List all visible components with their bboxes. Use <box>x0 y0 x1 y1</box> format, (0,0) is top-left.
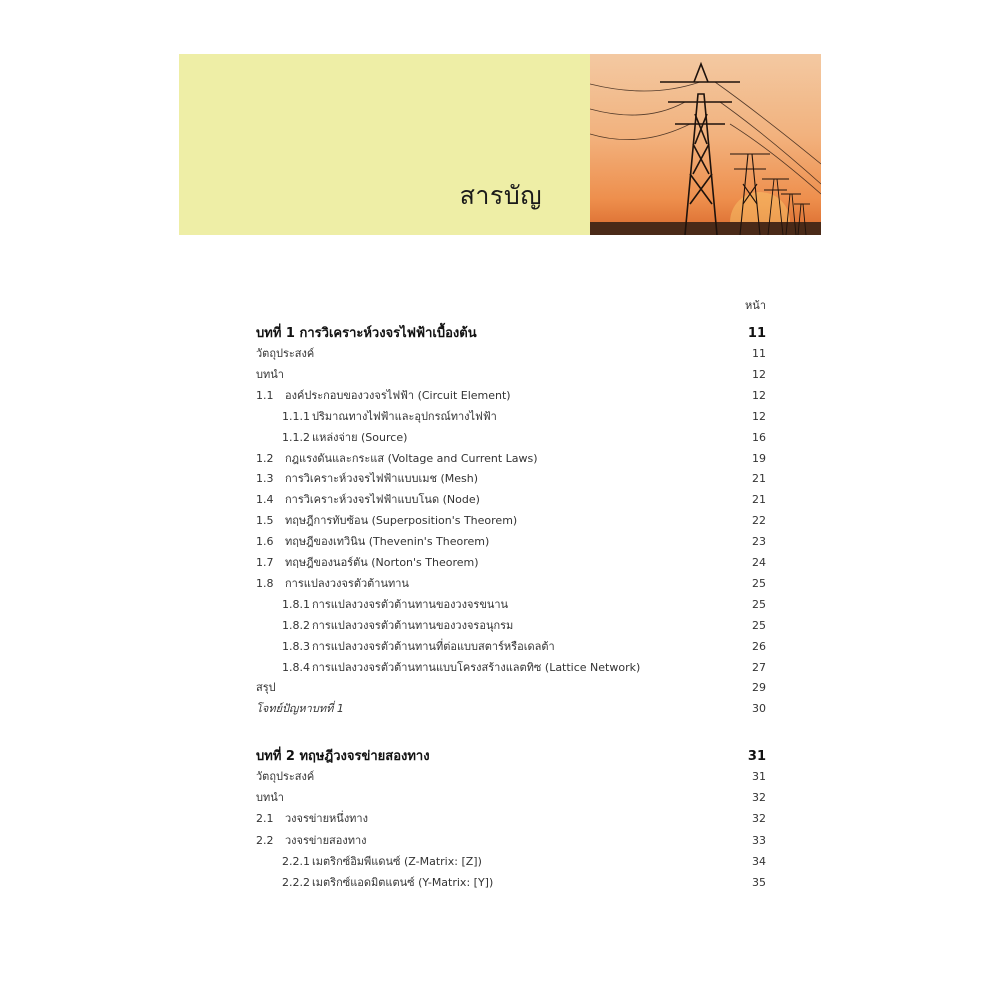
toc-entry-text: เมตริกซ์อิมพีแดนซ์ (Z-Matrix: [Z]) <box>312 854 482 868</box>
toc-page-number: 21 <box>752 472 766 486</box>
toc-entry-label <box>282 428 742 446</box>
section-number: 1.1 <box>256 388 274 402</box>
toc-entry-text: สรุป <box>256 681 276 695</box>
section-number: 1.1.1 <box>282 409 310 423</box>
toc-entry-text: ปริมาณทางไฟฟ้าและอุปกรณ์ทางไฟฟ้า <box>312 409 497 423</box>
section-number: 2.2.2 <box>282 876 310 889</box>
toc-entry-text: บทนำ <box>256 367 284 381</box>
toc-entry[interactable] <box>256 699 766 717</box>
toc-entry[interactable] <box>256 658 766 676</box>
toc-chapter-heading[interactable] <box>256 745 766 763</box>
page-column-header: หน้า <box>745 299 766 312</box>
toc-entry-label <box>282 637 742 655</box>
chapter-title: บทที่ 2 ทฤษฎีวงจรข่ายสองทาง <box>256 749 430 764</box>
section-number: 1.6 <box>256 535 274 549</box>
toc-entry[interactable] <box>256 873 766 891</box>
toc-page-number: 23 <box>752 535 766 549</box>
chapter-title: บทที่ 1 การวิเคราะห์วงจรไฟฟ้าเบื้องต้น <box>256 326 477 341</box>
power-transmission-towers-icon <box>590 54 821 235</box>
toc-entry-text: เมตริกซ์แอดมิตแตนซ์ (Y-Matrix: [Y]) <box>312 876 494 889</box>
toc-entry[interactable] <box>256 595 766 613</box>
section-number: 2.2 <box>256 833 274 847</box>
chapter-page-number: 11 <box>747 326 766 341</box>
toc-page-number: 19 <box>752 451 766 465</box>
toc-entry-label <box>256 344 742 362</box>
toc-entry-text: ทฤษฎีการทับซ้อน (Superposition's Theorem) <box>285 514 518 528</box>
toc-entry-text: วัตถุประสงค์ <box>256 770 315 783</box>
toc-entry[interactable] <box>256 809 766 827</box>
toc-entry-label <box>256 809 742 827</box>
toc-entry-label <box>282 658 742 676</box>
toc-entry-text: บทนำ <box>256 791 284 805</box>
toc-entry-label <box>282 873 742 891</box>
toc-entry[interactable] <box>256 852 766 870</box>
toc-page-number: 33 <box>752 833 766 847</box>
toc-entry[interactable] <box>256 344 766 362</box>
toc-entry-label <box>256 532 742 550</box>
toc-entry[interactable] <box>256 386 766 404</box>
toc-entry-text: การแปลงวงจรตัวต้านทานของวงจรขนาน <box>312 597 509 611</box>
toc-page-number: 24 <box>752 556 766 569</box>
toc-entry[interactable] <box>256 637 766 655</box>
toc-entry[interactable] <box>256 469 766 487</box>
toc-page-number: 30 <box>752 702 766 716</box>
chapter-page-number: 31 <box>747 749 766 764</box>
section-number: 1.2 <box>256 451 274 465</box>
toc-page-number: 16 <box>752 430 766 444</box>
toc-entry-text: การแปลงวงจรตัวต้านทาน <box>285 576 409 590</box>
toc-entry[interactable] <box>256 831 766 849</box>
toc-entry-label <box>282 616 742 634</box>
toc-entry[interactable] <box>256 365 766 383</box>
toc-page-number: 12 <box>752 409 766 423</box>
toc-entry-label <box>256 574 742 592</box>
toc-entry-label <box>256 678 742 696</box>
toc-entry[interactable] <box>256 532 766 550</box>
section-number: 1.7 <box>256 556 274 569</box>
toc-entry-label <box>256 699 742 717</box>
toc-entry-text: การวิเคราะห์วงจรไฟฟ้าแบบเมช (Mesh) <box>285 472 479 486</box>
toc-entry[interactable] <box>256 767 766 785</box>
toc-entry[interactable] <box>256 616 766 634</box>
toc-entry[interactable] <box>256 449 766 467</box>
section-number: 2.2.1 <box>282 854 310 868</box>
toc-entry-text: แหล่งจ่าย (Source) <box>312 430 408 444</box>
toc-entry-label <box>256 469 742 487</box>
toc-page-number: 25 <box>752 618 766 632</box>
toc-entry-text: ทฤษฎีของนอร์ตัน (Norton's Theorem) <box>285 556 479 569</box>
section-number: 1.4 <box>256 493 274 507</box>
section-number: 1.1.2 <box>282 430 310 444</box>
toc-entry-text: วัตถุประสงค์ <box>256 347 315 360</box>
toc-entry-label <box>256 490 742 508</box>
toc-page-number: 32 <box>752 791 766 805</box>
toc-entry-label <box>256 511 742 529</box>
toc-entry-text: วงจรข่ายสองทาง <box>285 833 367 847</box>
toc-entry[interactable] <box>256 511 766 529</box>
toc-entry-label <box>282 595 742 613</box>
toc-entry-label <box>256 831 742 849</box>
section-number: 1.8.1 <box>282 597 310 611</box>
toc-entry[interactable] <box>256 407 766 425</box>
toc-page-number: 25 <box>752 576 766 590</box>
toc-entry-text: กฎแรงดันและกระแส (Voltage and Current Laws) <box>285 451 538 465</box>
chapter-banner <box>179 54 821 235</box>
section-number: 1.8.4 <box>282 660 310 674</box>
toc-entry-text: การวิเคราะห์วงจรไฟฟ้าแบบโนด (Node) <box>285 493 480 507</box>
toc-entry-label <box>282 407 742 425</box>
toc-entry[interactable] <box>256 574 766 592</box>
section-number: 2.1 <box>256 812 274 826</box>
toc-entry-text: ทฤษฎีของเทวินิน (Thevenin's Theorem) <box>285 535 490 549</box>
toc-page-number: 32 <box>752 812 766 826</box>
toc-entry-label <box>256 767 742 785</box>
toc-entry-text: โจทย์ปัญหาบทที่ 1 <box>256 702 344 716</box>
toc-page-number: 12 <box>752 388 766 402</box>
toc-entry-label <box>256 449 742 467</box>
toc-entry-text: การแปลงวงจรตัวต้านทานของวงจรอนุกรม <box>312 618 514 632</box>
toc-entry[interactable] <box>256 678 766 696</box>
section-number: 1.5 <box>256 514 274 528</box>
toc-page-number: 25 <box>752 597 766 611</box>
toc-entry-text: การแปลงวงจรตัวต้านทานแบบโครงสร้างแลตทิซ (Lattice Network) <box>312 660 641 674</box>
toc-page-number: 21 <box>752 493 766 507</box>
toc-page-number: 12 <box>752 367 766 381</box>
toc-page-number: 29 <box>752 681 766 695</box>
toc-entry-label <box>256 788 742 806</box>
section-number: 1.8.3 <box>282 639 310 653</box>
toc-entry-label <box>282 852 742 870</box>
toc-page-number: 35 <box>752 876 766 889</box>
power-towers-photo <box>590 54 821 235</box>
toc-entry[interactable] <box>256 553 766 571</box>
section-number: 1.8.2 <box>282 618 310 632</box>
toc-entry-label <box>256 553 742 571</box>
toc-entry[interactable] <box>256 788 766 806</box>
toc-entry[interactable] <box>256 428 766 446</box>
page-title: สารบัญ <box>459 181 542 210</box>
toc-page-number: 26 <box>752 639 766 653</box>
toc-page-number: 22 <box>752 514 766 528</box>
toc-entry-text: การแปลงวงจรตัวต้านทานที่ต่อแบบสตาร์หรือเดลต้า <box>312 639 555 653</box>
toc-page-number: 34 <box>752 854 766 868</box>
toc-page-number: 11 <box>752 347 766 360</box>
toc-entry-label <box>256 386 742 404</box>
toc-entry-text: วงจรข่ายหนึ่งทาง <box>285 812 368 826</box>
section-number: 1.8 <box>256 576 274 590</box>
toc-page-number: 31 <box>752 770 766 783</box>
banner-title-panel <box>179 54 590 235</box>
toc-entry[interactable] <box>256 490 766 508</box>
section-number: 1.3 <box>256 472 274 486</box>
toc-entry-label <box>256 365 742 383</box>
toc-page-number: 27 <box>752 660 766 674</box>
toc-chapter-heading[interactable] <box>256 322 766 340</box>
toc-entry-text: องค์ประกอบของวงจรไฟฟ้า (Circuit Element) <box>285 388 511 402</box>
